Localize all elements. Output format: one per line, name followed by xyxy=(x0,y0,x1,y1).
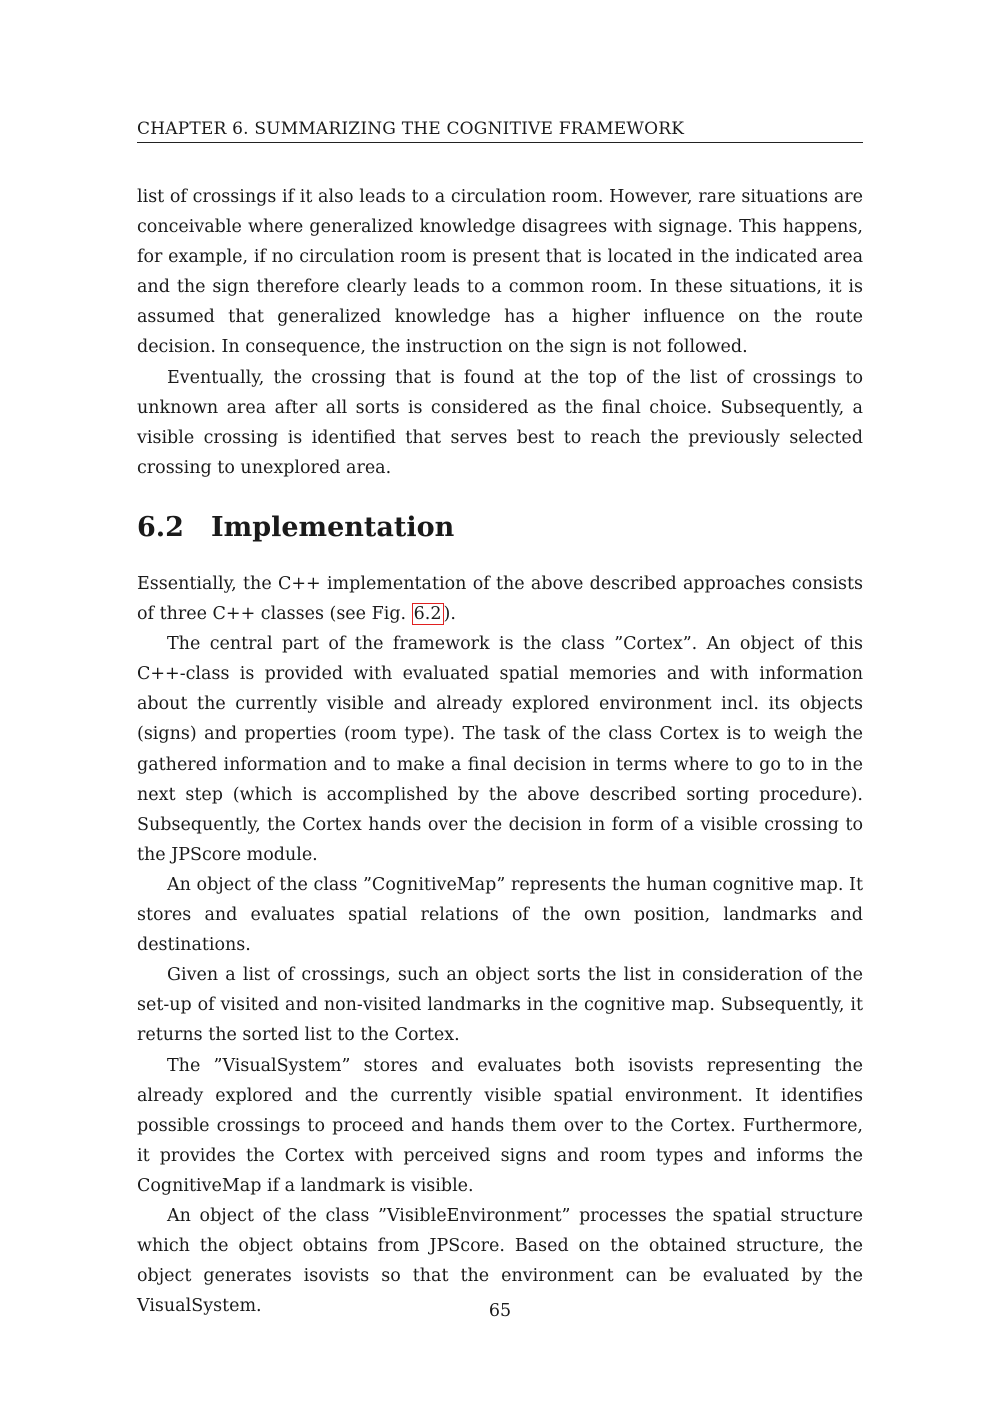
figure-reference-link[interactable]: 6.2 xyxy=(413,604,442,625)
paragraph: An object of the class ”VisibleEnvironment” processes the spatial structure which the object obtains from JPScore. Based on the obtained structure, the object generates isovists so that the environment can be evaluated by the VisualSystem. xyxy=(137,1205,863,1317)
paragraph: list of crossings if it also leads to a circulation room. However, rare situations are conceivable where generalized knowledge disagrees with signage. This happens, for example, if no circulation room is present that is located in the indicated area and the sign therefore clearly leads to a common room. In these situations, it is assumed that generalized knowledge has a higher influence on the route decision. In consequence, the instruction on the sign is not followed. xyxy=(137,187,863,358)
paragraph: The ”VisualSystem” stores and evaluates both isovists representing the already explored and the currently visible spatial environment. It identifies possible crossings to proceed and hands them over to the Cortex. Furthermore, it provides the Cortex with perceived signs and room types and informs the CognitiveMap if a landmark is visible. xyxy=(137,1055,863,1196)
running-head: CHAPTER 6. SUMMARIZING THE COGNITIVE FRAMEWORK xyxy=(137,119,863,143)
paragraph: An object of the class ”CognitiveMap” represents the human cognitive map. It stores and evaluates spatial relations of the own position, landmarks and destinations. xyxy=(137,874,863,956)
lead-text-end: ). xyxy=(443,604,456,625)
paragraph: The central part of the framework is the class ”Cortex”. An object of this C++-class is provided with evaluated spatial memories and with information about the currently visible and already explored environment incl. its objects (signs) and properties (room type). The task of the class Cortex is to weigh the gathered information and to make a final decision in terms where to go to in the next step (which is accomplished by the above described sorting procedure). Subsequently, the Cortex hands over the decision in form of a visible crossing to the JPScore module. xyxy=(137,634,863,865)
document-page xyxy=(137,0,863,1414)
paragraph: Given a list of crossings, such an object sorts the list in consideration of the set-up of visited and non-visited landmarks in the cognitive map. Subsequently, it returns the sorted list to the Cortex. xyxy=(137,965,863,1046)
lead-text: Essentially, the C++ implementation of the above described approaches consists of three C++ classes (see Fig. xyxy=(137,574,863,625)
intro-text-block xyxy=(137,182,863,483)
paragraph: Eventually, the crossing that is found at the top of the list of crossings to unknown area after all sorts is considered as the final choice. Subsequently, a visible crossing is identified that serves best to reach the previously selected crossing to unexplored area. xyxy=(137,367,863,478)
section-text-block xyxy=(137,569,863,1321)
page-number: 65 xyxy=(488,1301,512,1321)
section-number: 6.2 xyxy=(137,512,184,543)
section-heading xyxy=(137,512,863,543)
lead-paragraph xyxy=(137,569,863,629)
section-title: Implementation xyxy=(211,512,455,543)
